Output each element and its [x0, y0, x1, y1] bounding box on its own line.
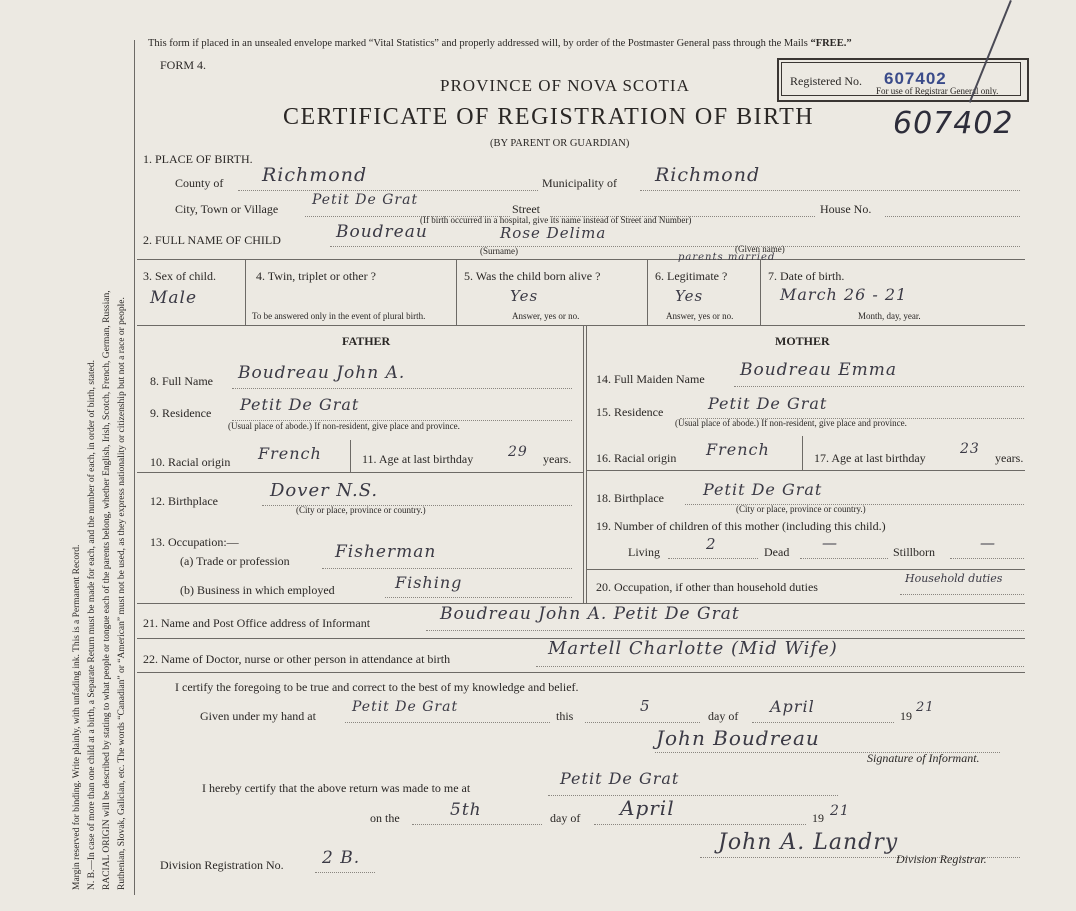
legitimate-label: 6. Legitimate ? — [655, 269, 728, 283]
registered-no-label: Registered No. — [790, 74, 862, 88]
dob-label: 7. Date of birth. — [768, 269, 845, 283]
father-residence-caption: (Usual place of abode.) If non-resident, give place and province. — [228, 421, 460, 431]
surname-caption: (Surname) — [480, 246, 518, 256]
registrar-place-value: Petit De Grat — [560, 769, 680, 788]
father-racial-label: 10. Racial origin — [150, 455, 231, 469]
division-registration-value: 2 B. — [322, 848, 361, 868]
father-age-label: 11. Age at last birthday — [362, 452, 474, 466]
division-registration-label: Division Registration No. — [160, 858, 284, 872]
certificate-title: CERTIFICATE OF REGISTRATION OF BIRTH — [283, 104, 815, 130]
street-label: Street — [512, 202, 540, 216]
business-label: (b) Business in which employed — [180, 583, 335, 597]
registrar-signature: John A. Landry — [718, 830, 899, 855]
father-birthplace-label: 12. Birthplace — [150, 494, 218, 508]
father-residence-value: Petit De Grat — [240, 395, 360, 414]
registrar-month-value: April — [620, 796, 675, 820]
mother-name-value: Boudreau Emma — [740, 360, 898, 380]
children-count-label: 19. Number of children of this mother (including this child.) — [596, 519, 886, 533]
margin-note-nationality: Ruthenian, Slovak, Galician, etc. The words “Canadian” or “American” must not be used, as they express nationality or citizenship but not a race or people. — [117, 297, 127, 890]
father-residence-label: 9. Residence — [150, 406, 212, 420]
child-given-value: Rose Delima — [500, 224, 607, 242]
mother-racial-value: French — [706, 440, 770, 459]
sex-value: Male — [150, 288, 198, 308]
father-birthplace-caption: (City or place, province or country.) — [296, 505, 426, 515]
informant-value: Boudreau John A. Petit De Grat — [440, 604, 740, 624]
province-heading: PROVINCE OF NOVA SCOTIA — [440, 76, 690, 95]
mother-age-unit: years. — [995, 451, 1024, 465]
father-birthplace-value: Dover N.S. — [270, 480, 379, 501]
mother-name-label: 14. Full Maiden Name — [596, 372, 705, 386]
dead-value: — — [822, 534, 838, 552]
registrar-signature-caption: Division Registrar. — [896, 852, 987, 866]
given-under-label: Given under my hand at — [200, 709, 316, 723]
this-label: this — [556, 709, 574, 723]
twin-label: 4. Twin, triplet or other ? — [256, 269, 376, 283]
city-value: Petit De Grat — [312, 192, 419, 208]
municipality-label: Municipality of — [542, 176, 617, 190]
legitimate-annotation: parents married — [678, 252, 776, 263]
mother-birthplace-value: Petit De Grat — [703, 480, 823, 499]
margin-note-multiple-births: N. B.—In case of more than one child at a birth, a Separate Return must be made for each, and the number of each, in order of birth, stated. — [87, 360, 97, 890]
occupation-label: 13. Occupation:— — [150, 535, 239, 549]
mother-occupation-label: 20. Occupation, if other than household duties — [596, 580, 818, 594]
father-racial-value: French — [258, 444, 322, 463]
father-name-label: 8. Full Name — [150, 374, 213, 388]
form-number: FORM 4. — [160, 58, 207, 72]
child-name-label: 2. FULL NAME OF CHILD — [143, 233, 281, 247]
registration-number-stamp: 607402 — [884, 69, 947, 88]
mother-residence-value: Petit De Grat — [708, 394, 828, 413]
mother-age-label: 17. Age at last birthday — [814, 451, 926, 465]
county-value: Richmond — [262, 164, 368, 186]
registrar-year-prefix: 19 — [812, 811, 824, 825]
trade-label: (a) Trade or profession — [180, 554, 290, 568]
stillborn-value: — — [980, 534, 996, 552]
given-name-caption: (Given name) — [735, 244, 785, 254]
living-label: Living — [628, 545, 660, 559]
registrar-day-of-label: day of — [550, 811, 581, 825]
father-age-value: 29 — [508, 444, 528, 460]
living-value: 2 — [706, 535, 717, 553]
city-label: City, Town or Village — [175, 202, 279, 216]
doctor-value: Martell Charlotte (Mid Wife) — [548, 638, 838, 659]
mother-racial-label: 16. Racial origin — [596, 451, 677, 465]
dead-label: Dead — [764, 545, 790, 559]
informant-signature-caption: Signature of Informant. — [867, 751, 980, 765]
certify-day-of-label: day of — [708, 709, 739, 723]
legitimate-value: Yes — [675, 287, 704, 305]
twin-note: To be answered only in the event of plural birth. — [252, 311, 426, 321]
sex-label: 3. Sex of child. — [143, 269, 216, 283]
margin-note-binding: Margin reserved for binding. Write plainly, with unfading ink. This is a Permanent Record. — [72, 544, 82, 890]
mother-age-value: 23 — [960, 441, 980, 457]
mother-occupation-value: Household duties — [905, 572, 1003, 585]
given-place-value: Petit De Grat — [352, 699, 459, 715]
certify-year-prefix: 19 — [900, 709, 912, 723]
registrar-statement: I hereby certify that the above return was made to me at — [202, 781, 471, 795]
trade-value: Fisherman — [335, 542, 437, 562]
certificate-subtitle: (BY PARENT OR GUARDIAN) — [490, 138, 630, 149]
house-no-label: House No. — [820, 202, 872, 216]
hospital-note: (If birth occurred in a hospital, give its name instead of Street and Number) — [420, 215, 692, 225]
margin-border — [134, 40, 135, 895]
doctor-label: 22. Name of Doctor, nurse or other person in attendance at birth — [143, 652, 451, 666]
informant-signature: John Boudreau — [656, 726, 820, 750]
certify-month-value: April — [770, 697, 815, 716]
handwritten-registration-number: 607402 — [893, 106, 1014, 141]
father-name-value: Boudreau John A. — [238, 363, 406, 383]
registrar-year-suffix: 21 — [830, 803, 850, 819]
dob-value: March 26 - 21 — [780, 285, 908, 304]
municipality-value: Richmond — [655, 164, 761, 186]
place-of-birth-label: 1. PLACE OF BIRTH. — [143, 152, 253, 166]
father-age-unit: years. — [543, 452, 572, 466]
mother-heading: MOTHER — [775, 334, 830, 348]
child-surname-value: Boudreau — [336, 222, 428, 242]
mother-residence-caption: (Usual place of abode.) If non-resident, give place and province. — [675, 418, 907, 428]
margin-note-racial-origin: RACIAL ORIGIN will be described by stating to what people or tongue each of the parents belong, whether English, Irish, Scotch, French, German, Russian, — [102, 290, 112, 890]
father-heading: FATHER — [342, 334, 391, 348]
on-the-label: on the — [370, 811, 400, 825]
certify-year-suffix: 21 — [916, 700, 935, 715]
born-alive-label: 5. Was the child born alive ? — [464, 269, 601, 283]
certify-day-value: 5 — [640, 697, 651, 715]
informant-label: 21. Name and Post Office address of Informant — [143, 616, 371, 630]
postal-notice: This form if placed in an unsealed envelope marked “Vital Statistics” and properly addressed will, by order of the Postmaster General pass through the Mails “FREE.” — [148, 38, 852, 49]
mother-birthplace-label: 18. Birthplace — [596, 491, 664, 505]
dob-caption: Month, day, year. — [858, 311, 921, 321]
born-alive-value: Yes — [510, 287, 539, 305]
stillborn-label: Stillborn — [893, 545, 936, 559]
informant-certify-statement: I certify the foregoing to be true and correct to the best of my knowledge and belief. — [175, 680, 579, 694]
county-label: County of — [175, 176, 224, 190]
mother-birthplace-caption: (City or place, province or country.) — [736, 504, 866, 514]
mother-residence-label: 15. Residence — [596, 405, 664, 419]
legitimate-caption: Answer, yes or no. — [666, 311, 734, 321]
business-value: Fishing — [395, 573, 463, 592]
registrar-use-note: For use of Registrar General only. — [876, 86, 999, 96]
born-alive-caption: Answer, yes or no. — [512, 311, 580, 321]
registrar-day-value: 5th — [450, 800, 482, 820]
